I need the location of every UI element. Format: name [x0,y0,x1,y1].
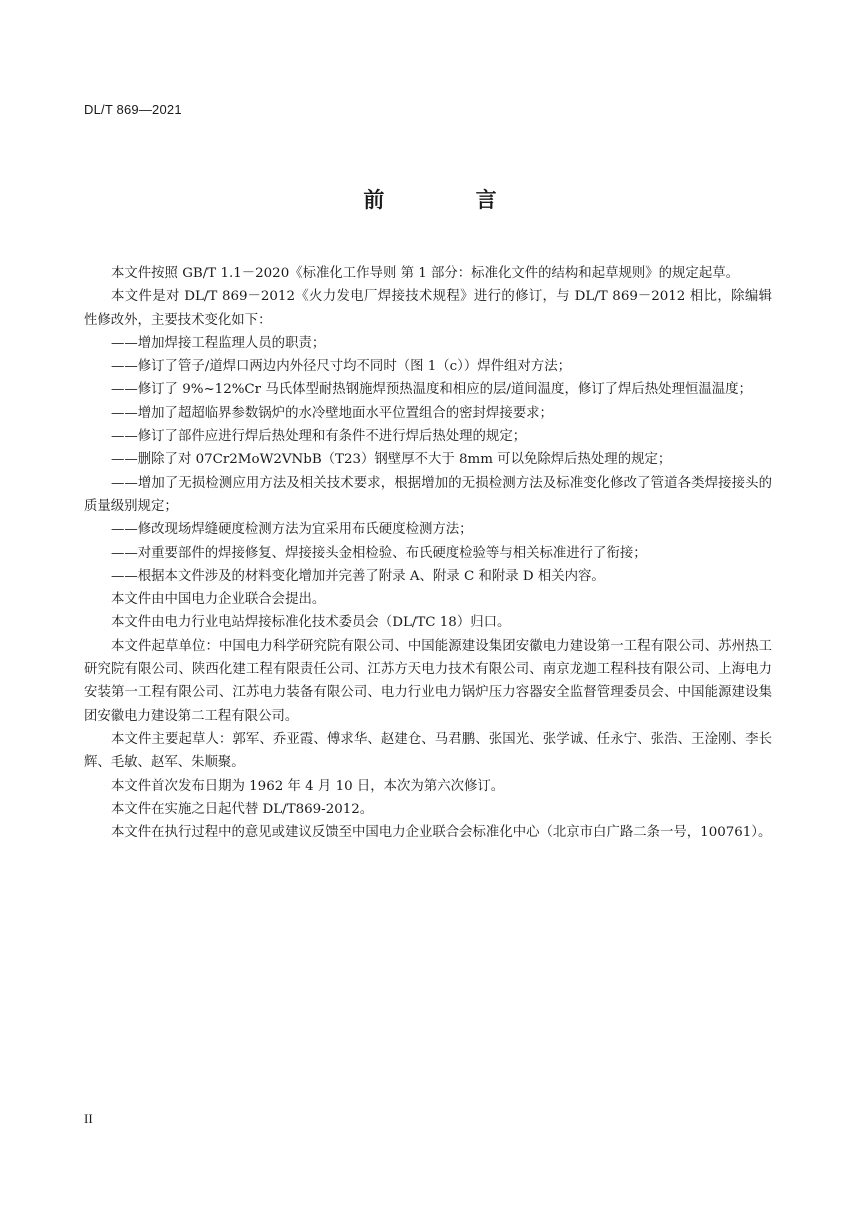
change-list-item: ——修订了管子/道焊口两边内外径尺寸均不同时（图 1（c））焊件组对方法； [111,359,571,375]
change-list-item: ——增加了超超临界参数锅炉的水冷壁地面水平位置组合的密封焊接要求； [111,405,553,421]
change-list-item: ——修订了 9%~12%Cr 马氏体型耐热钢施焊预热温度和相应的层/道间温度，修订了焊后热处理恒温温度； [111,382,752,398]
page-title: 前 言 [363,188,539,212]
document-body [84,262,772,844]
intro-paragraph: 本文件是对 DL/T 869－2012《火力发电厂焊接技术规程》进行的修订，与 DL/T 869－2012 相比，除编辑性修改外，主要技术变化如下： [84,289,772,328]
change-list-item: ——删除了对 07Cr2MoW2VNbB（T23）钢壁厚不大于 8mm 可以免除焊后热处理的规定； [111,452,672,468]
change-list-item: ——增加了无损检测应用方法及相关技术要求，根据增加的无损检测方法及标准变化修改了管道各类焊接接头的质量级别规定； [84,475,772,514]
change-list-item: ——修改现场焊缝硬度检测方法为宜采用布氏硬度检测方法； [111,522,473,538]
replacement-paragraph: 本文件在实施之日起代替 DL/T869-2012。 [111,801,374,817]
first-issue-paragraph: 本文件首次发布日期为 1962 年 4 月 10 日，本次为第六次修订。 [111,778,505,794]
committee-paragraph: 本文件由电力行业电站焊接标准化技术委员会（DL/TC 18）归口。 [111,615,511,631]
drafting-units-paragraph: 本文件起草单位：中国电力科学研究院有限公司、中国能源建设集团安徽电力建设第一工程有限公司、苏州热工研究院有限公司、陕西化建工程有限责任公司、江苏方天电力技术有限公司、南京龙迦工程科技有限公司、上海电力安装第一工程有限公司、江苏电力装备有限公司、电力行业电力锅炉压力容器安全监督管理委员会、中国能源建设集团安徽电力建设第二工程有限公司。 [84,638,772,724]
intro-paragraph: 本文件按照 GB/T 1.1－2020《标准化工作导则 第 1 部分：标准化文件的结构和起草规则》的规定起草。 [111,266,739,281]
feedback-paragraph: 本文件在执行过程中的意见或建议反馈至中国电力企业联合会标准化中心（北京市白广路二条一号，100761）。 [111,825,772,841]
change-list-item: ——对重要部件的焊接修复、焊接接头金相检验、布氏硬度检验等与相关标准进行了衔接； [111,545,647,561]
change-list-item: ——增加焊接工程监理人员的职责； [111,335,326,351]
page-number: II [84,1111,93,1126]
proposer-paragraph: 本文件由中国电力企业联合会提出。 [111,592,326,608]
change-list-item: ——修订了部件应进行焊后热处理和有条件不进行焊后热处理的规定； [111,429,527,445]
drafters-paragraph: 本文件主要起草人：郭军、乔亚霞、傅求华、赵建仓、马君鹏、张国光、张学诚、任永宁、张浩、王淦刚、李长辉、毛敏、赵军、朱顺聚。 [84,731,772,771]
change-list-item: ——根据本文件涉及的材料变化增加并完善了附录 A、附录 C 和附录 D 相关内容。 [111,568,605,584]
standard-code: DL/T 869—2021 [84,102,182,117]
